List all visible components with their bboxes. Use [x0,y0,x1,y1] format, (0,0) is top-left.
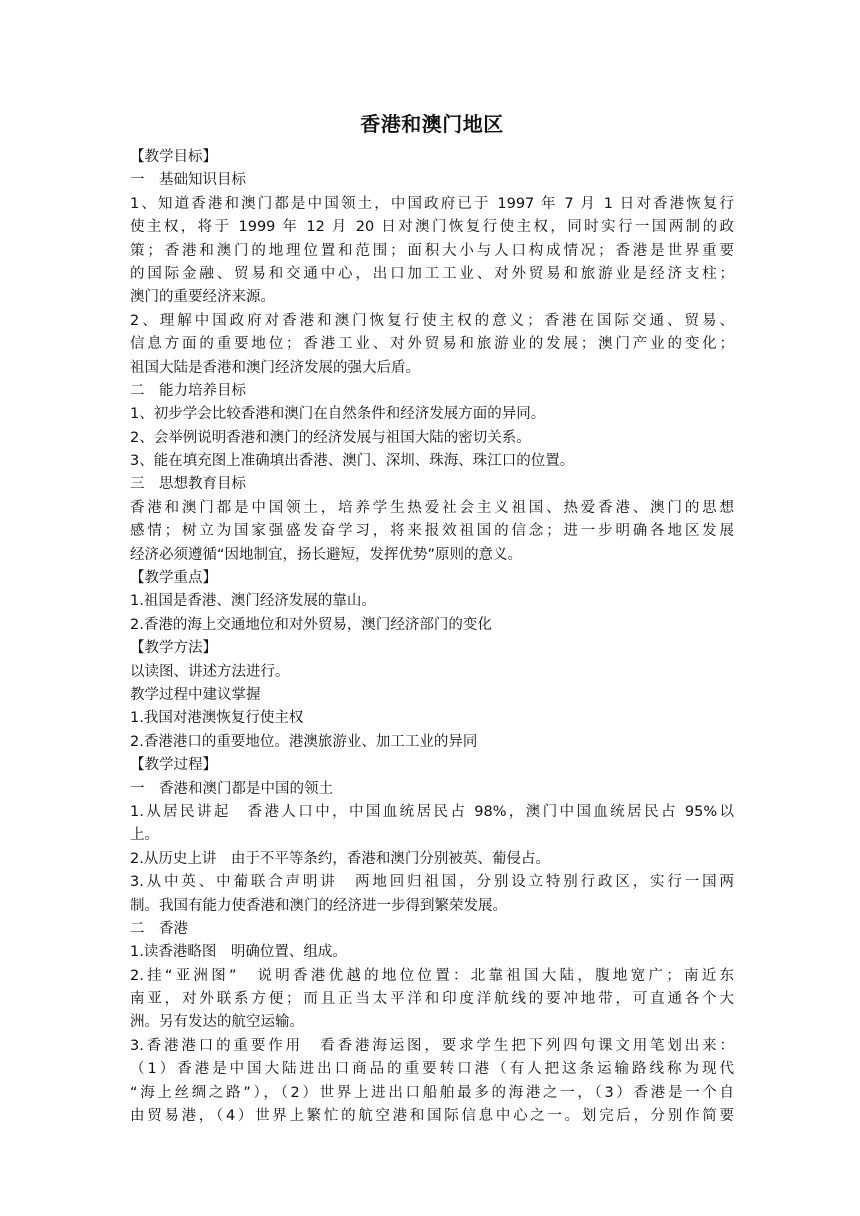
text-line: 祖国大陆是香港和澳门经济发展的强大后盾。 [130,359,420,376]
text-line: 1、初步学会比较香港和澳门在自然条件和经济发展方面的异同。 [130,406,546,423]
text-line: 以读图、讲述方法进行。 [130,663,290,680]
text-line: 澳门的重要经济来源。 [130,289,275,306]
text-line: 2、理解中国政府对香港和澳门恢复行使主权的意义；香港在国际交通、贸易、 [130,312,734,329]
text-line: 三 思想教育目标 [130,476,246,493]
text-line: 【教学过程】 [130,757,217,774]
text-line: 1.从居民讲起 香港人口中，中国血统居民占 98%，澳门中国血统居民占 95%以 [130,803,734,820]
text-line: 3.香港港口的重要作用 看香港海运图，要求学生把下列四句课文用笔划出来： [130,1037,734,1054]
text-line: 3、能在填充图上准确填出香港、澳门、深圳、珠海、珠江口的位置。 [130,453,575,470]
text-line: 2.香港的海上交通地位和对外贸易，澳门经济部门的变化 [130,616,492,633]
text-line: 制。我国有能力使香港和澳门的经济进一步得到繁荣发展。 [130,897,507,914]
text-line: 教学过程中建议掌握 [130,686,261,703]
text-line: 【教学方法】 [130,640,217,657]
text-line: 的国际金融、贸易和交通中心，出口加工工业、对外贸易和旅游业是经济支柱； [130,265,734,282]
text-line: 2、会举例说明香港和澳门的经济发展与祖国大陆的密切关系。 [130,429,531,446]
text-line: 使主权，将于 1999 年 12 月 20 日对澳门恢复行使主权，同时实行一国两制的政 [130,219,734,236]
text-line: 香港和澳门都是中国领土，培养学生热爱社会主义祖国、热爱香港、澳门的思想 [130,499,734,516]
text-line: 二 能力培养目标 [130,382,246,399]
document-title: 香港和澳门地区 [360,112,504,136]
document-body [130,146,734,1128]
text-line: 2.挂“亚洲图” 说明香港优越的地位位置：北靠祖国大陆，腹地宽广；南近东 [130,967,734,984]
text-line: 感情；树立为国家强盛发奋学习，将来报效祖国的信念；进一步明确各地区发展 [130,523,734,540]
text-line: 【教学重点】 [130,570,217,587]
text-line: 一 香港和澳门都是中国的领土 [130,780,333,797]
text-line: 由贸易港，（4）世界上繁忙的航空港和国际信息中心之一。划完后，分别作简要 [130,1108,734,1125]
text-line: 1.我国对港澳恢复行使主权 [130,710,304,727]
text-line: 二 香港 [130,920,188,937]
text-line: 1、知道香港和澳门都是中国领土，中国政府已于 1997 年 7 月 1 日对香港恢复行 [130,195,734,212]
text-line: 3.从中英、中葡联合声明讲 两地回归祖国，分别设立特别行政区，实行一国两 [130,874,734,891]
text-line: 1.读香港略图 明确位置、组成。 [130,944,347,961]
text-line: 2.香港港口的重要地位。港澳旅游业、加工工业的异同 [130,733,478,750]
text-line: 1.祖国是香港、澳门经济发展的靠山。 [130,593,376,610]
text-line: “海上丝绸之路”），（2）世界上进出口船舶最多的海港之一，（3）香港是一个自 [130,1084,734,1101]
text-line: 洲。另有发达的航空运输。 [130,1014,304,1031]
text-line: 上。 [130,827,159,844]
text-line: 南亚，对外联系方便；而且正当太平洋和印度洋航线的要冲地带，可直通各个大 [130,991,734,1008]
text-line: 【教学目标】 [130,149,217,165]
text-line: 策；香港和澳门的地理位置和范围；面积大小与人口构成情况；香港是世界重要 [130,242,734,259]
text-line: 2.从历史上讲 由于不平等条约，香港和澳门分别被英、葡侵占。 [130,850,550,867]
text-line: 信息方面的重要地位；香港工业、对外贸易和旅游业的发展；澳门产业的变化； [130,336,734,353]
text-line: 经济必须遵循“因地制宜，扬长避短，发挥优势”原则的意义。 [130,546,523,563]
text-line: 一 基础知识目标 [130,172,246,189]
text-line: （1）香港是中国大陆进出口商品的重要转口港（有人把这条运输路线称为现代 [130,1061,734,1078]
